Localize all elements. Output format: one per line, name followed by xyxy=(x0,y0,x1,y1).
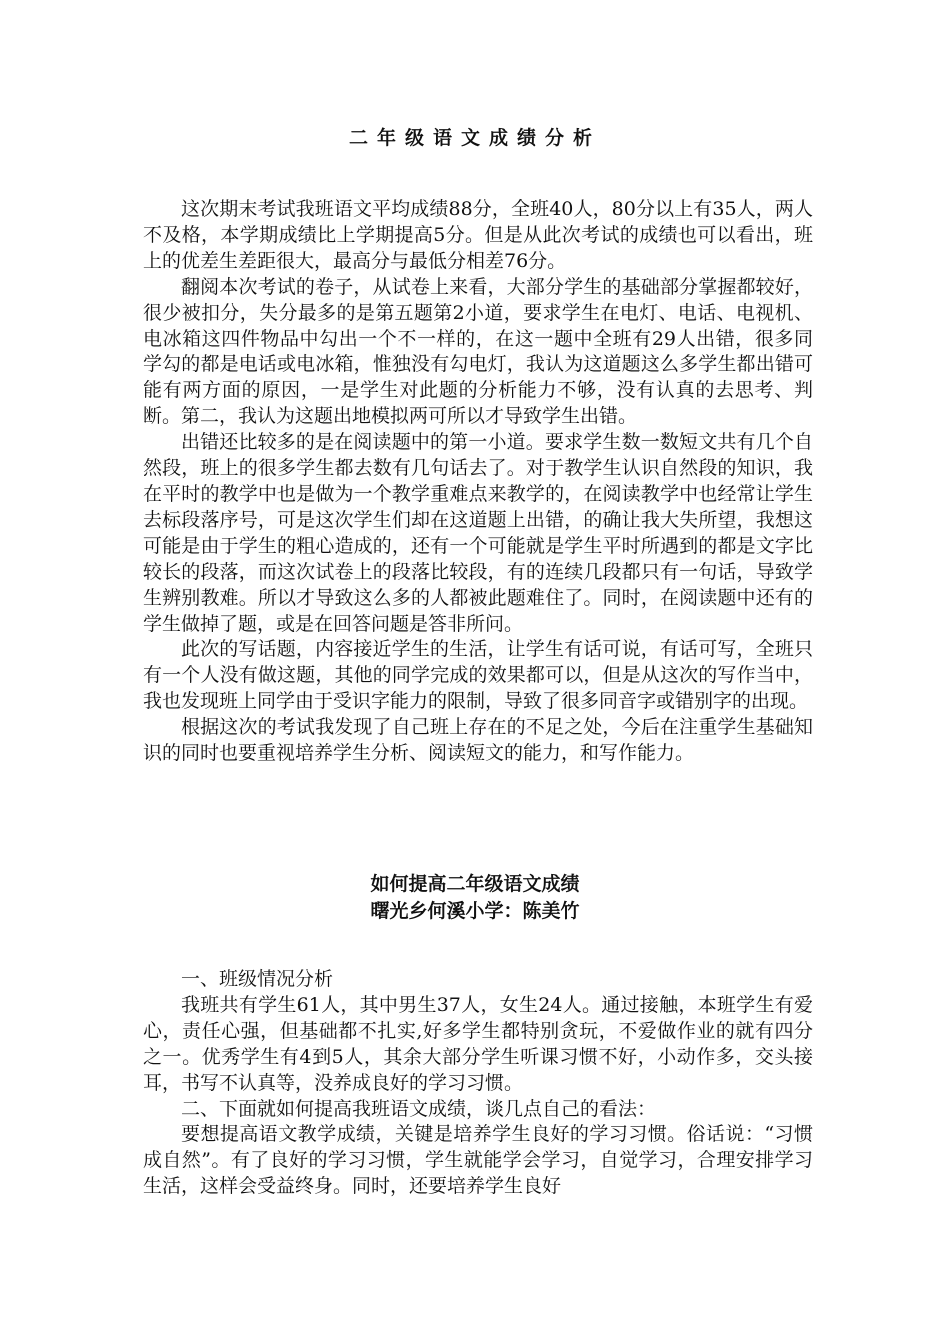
analysis-body xyxy=(143,197,813,767)
section2-paragraph-1: 一、班级情况分析 xyxy=(181,968,334,990)
section-heading: 如何提高二年级语文成绩 xyxy=(370,873,580,895)
section2-paragraph-2: 我班共有学生61人，其中男生37人，女生24人。通过接触，本班学生有爱心，责任心强，但基础都不扎实,好多学生都特别贪玩，不爱做作业的就有四分之一。优秀学生有4到5人，其余大部分学生听课习惯不好，小动作多，交头接耳，书写不认真等，没养成良好的学习习惯。 xyxy=(143,993,813,1094)
document-title: 二年级语文成绩分析 xyxy=(348,127,601,149)
paragraph-3: 出错还比较多的是在阅读题中的第一小道。要求学生数一数短文共有几个自然段，班上的很多学生都去数有几句话去了。对于教学生认识自然段的知识，我在平时的教学中也是做为一个教学重难点来教学的，在阅读教学中也经常让学生去标段落序号，可是这次学生们却在这道题上出错，的确让我大失所望，我想这可能是由于学生的粗心造成的，还有一个可能就是学生平时所遇到的都是文字比较长的段落，而这次试卷上的段落比较段，有的连续几段都只有一句话，导致学生辨别教难。所以才导致这么多的人都被此题难住了。同时，在阅读题中还有的学生做掉了题，或是在回答问题是答非所问。 xyxy=(143,431,813,635)
section-author: 曙光乡何溪小学：陈美竹 xyxy=(370,900,580,922)
section2-body xyxy=(143,967,813,1200)
section2-paragraph-3: 二、下面就如何提高我班语文成绩，谈几点自己的看法： xyxy=(181,1097,657,1120)
paragraph-1: 这次期末考试我班语文平均成绩88分，全班40人，80分以上有35人，两人不及格，本学期成绩比上学期提高5分。但是从此次考试的成绩也可以看出，班上的优差生差距很大，最高分与最低分相差76分。 xyxy=(143,198,813,272)
section2-paragraph-4: 要想提高语文教学成绩，关键是培养学生良好的学习习惯。俗话说：“习惯成自然”。有了良好的学习习惯，学生就能学会学习，自觉学习，合理安排学习生活，这样会受益终身。同时，还要培养学生良好 xyxy=(143,1123,813,1198)
paragraph-2: 翻阅本次考试的卷子，从试卷上来看，大部分学生的基础部分掌握都较好，很少被扣分，失分最多的是第五题第2小道，要求学生在电灯、电话、电视机、电冰箱这四件物品中勾出一个不一样的，在这一题中全班有29人出错，很多同学勾的都是电话或电冰箱，惟独没有勾电灯，我认为这道题这么多学生都出错可能有两方面的原因，一是学生对此题的分析能力不够，没有认真的去思考、判断。第二，我认为这题出地模拟两可所以才导致学生出错。 xyxy=(143,275,813,428)
paragraph-5: 根据这次的考试我发现了自己班上存在的不足之处，今后在注重学生基础知识的同时也要重视培养学生分析、阅读短文的能力，和写作能力。 xyxy=(143,716,813,765)
paragraph-4: 此次的写话题，内容接近学生的生活，让学生有话可说，有话可写，全班只有一个人没有做这题，其他的同学完成的效果都可以，但是从这次的写作当中，我也发现班上同学由于受识字能力的限制，导致了很多同音字或错别字的出现。 xyxy=(143,638,813,713)
